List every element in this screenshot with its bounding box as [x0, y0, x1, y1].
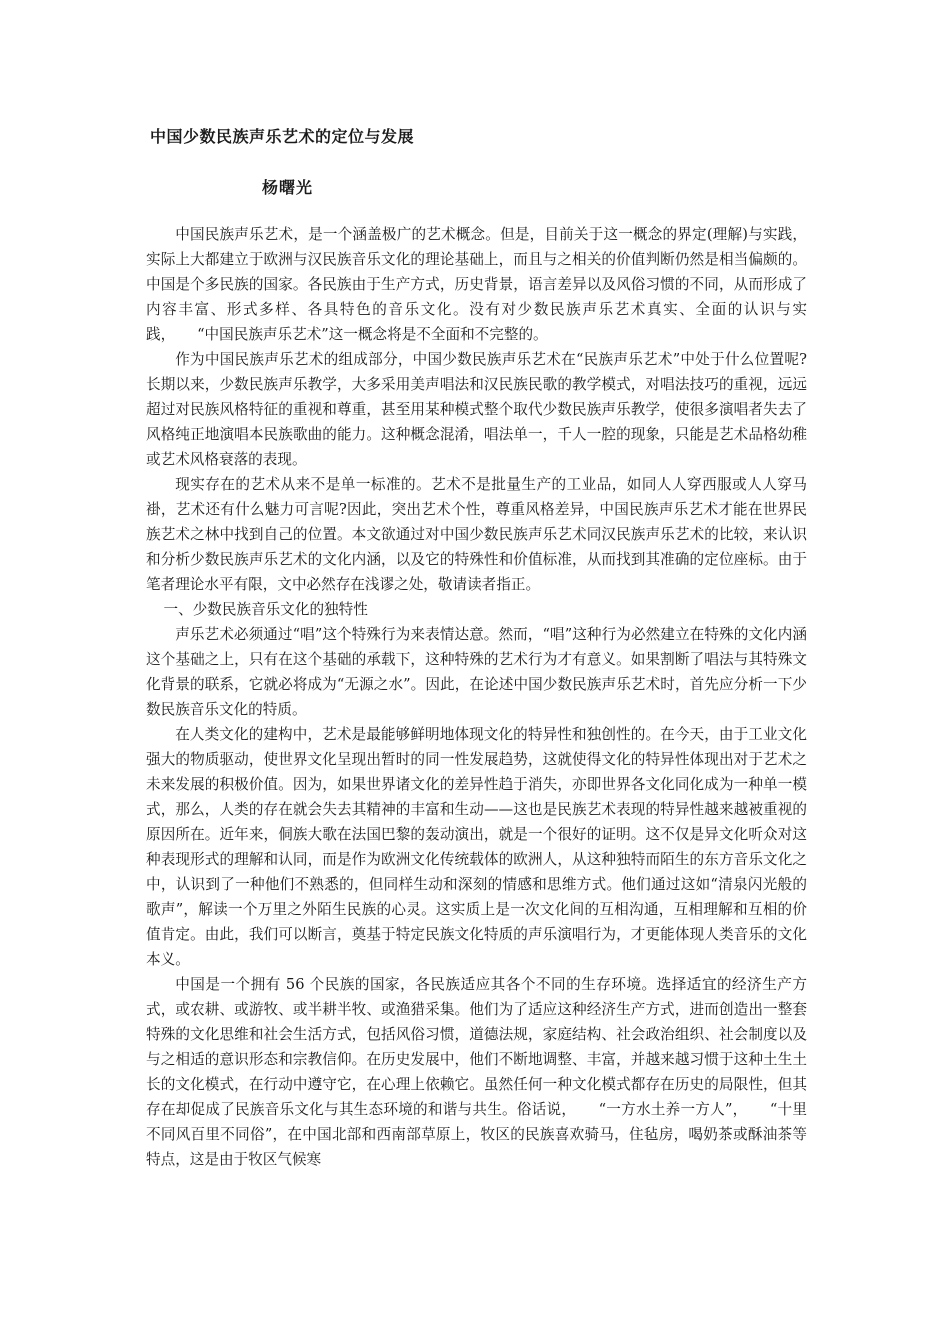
paragraph: 作为中国民族声乐艺术的组成部分，中国少数民族声乐艺术在“民族声乐艺术”中处于什么位置呢?长期以来，少数民族声乐教学，大多采用美声唱法和汉民族民歌的教学模式，对唱法技巧的重视，远远超过对民族风格特征的重视和尊重，甚至用某种模式整个取代少数民族声乐教学，使很多演唱者失去了风格纯正地演唱本民族歌曲的能力。这种概念混淆，唱法单一，千人一腔的现象，只能是艺术品格幼稚或艺术风格衰落的表现。 — [146, 351, 807, 468]
document-title: 中国少数民族声乐艺术的定位与发展 — [150, 127, 415, 146]
paragraph: 在人类文化的建构中，艺术是最能够鲜明地体现文化的特异性和独创性的。在今天，由于工业文化强大的物质驱动，使世界文化呈现出暂时的同一性发展趋势，这就使得文化的特异性体现出对于艺术之未来发展的积极价值。因为，如果世界诸文化的差异性趋于消失，亦即世界各文化同化成为一种单一模式，那么，人类的存在就会失去其精神的丰富和生动——这也是民族艺术表现的特异性越来越被重视的原因所在。近年来，侗族大歌在法国巴黎的轰动演出，就是一个很好的证明。这不仅是异文化听众对这种表现形式的理解和认同，而是作为欧洲文化传统载体的欧洲人，从这种独特而陌生的东方音乐文化之中，认识到了一种他们不熟悉的，但同样生动和深刻的情感和思维方式。他们通过这如“清泉闪光般的歌声”，解读一个万里之外陌生民族的心灵。这实质上是一次文化间的互相沟通，互相理解和互相的价值肯定。由此，我们可以断言，奠基于特定民族文化特质的声乐演唱行为，才更能体现人类音乐的文化本义。 — [146, 726, 807, 968]
paragraph: 中国是一个拥有 56 个民族的国家，各民族适应其各个不同的生存环境。选择适宜的经济生产方式，或农耕、或游牧、或半耕半牧、或渔猎采集。他们为了适应这种经济生产方式，进而创造出一整套特殊的文化思维和社会生活方式，包括风俗习惯，道德法规，家庭结构、社会政治组织、社会制度以及与之相适的意识形态和宗教信仰。在历史发展中，他们不断地调整、丰富，并越来越习惯于这种土生土长的文化模式，在行动中遵守它，在心理上依赖它。虽然任何一种文化模式都存在历史的局限性，但其存在却促成了民族音乐文化与其生态环境的和谐与共生。俗话说， “一方水土养一方人”， “十里不同风百里不同俗”，在中国北部和西南部草原上，牧区的民族喜欢骑马，住毡房，喝奶茶或酥油茶等特点，这是由于牧区气候寒 — [146, 976, 807, 1168]
document-body — [146, 222, 807, 1322]
paragraph: 现实存在的艺术从来不是单一标准的。艺术不是批量生产的工业品，如同人人穿西服或人人穿马褂，艺术还有什么魅力可言呢?因此，突出艺术个性，尊重风格差异，中国民族声乐艺术才能在世界民族艺术之林中找到自己的位置。本文欲通过对中国少数民族声乐艺术同汉民族声乐艺术的比较，来认识和分析少数民族声乐艺术的文化内涵，以及它的特殊性和价值标准，从而找到其准确的定位座标。由于笔者理论水平有限，文中必然存在浅谬之处，敬请读者指正。 — [146, 476, 807, 593]
section-heading: 一、少数民族音乐文化的独特性 — [163, 601, 368, 618]
paragraph: 声乐艺术必须通过“唱”这个特殊行为来表情达意。然而，“唱”这种行为必然建立在特殊的文化内涵这个基础之上，只有在这个基础的承载下，这种特殊的艺术行为才有意义。如果割断了唱法与其特殊文化背景的联系，它就必将成为“无源之水”。因此，在论述中国少数民族声乐艺术时，首先应分析一下少数民族音乐文化的特质。 — [146, 626, 807, 718]
document-author: 杨曙光 — [262, 178, 314, 197]
paragraph: 中国民族声乐艺术，是一个涵盖极广的艺术概念。但是，目前关于这一概念的界定(理解)与实践，实际上大都建立于欧洲与汉民族音乐文化的理论基础上，而且与之相关的价值判断仍然是相当偏颇的。中国是个多民族的国家。各民族由于生产方式，历史背景，语言差异以及风俗习惯的不同，从而形成了内容丰富、形式多样、各具特色的音乐文化。没有对少数民族声乐艺术真实、全面的认识与实践， “中国民族声乐艺术”这一概念将是不全面和不完整的。 — [146, 226, 807, 343]
